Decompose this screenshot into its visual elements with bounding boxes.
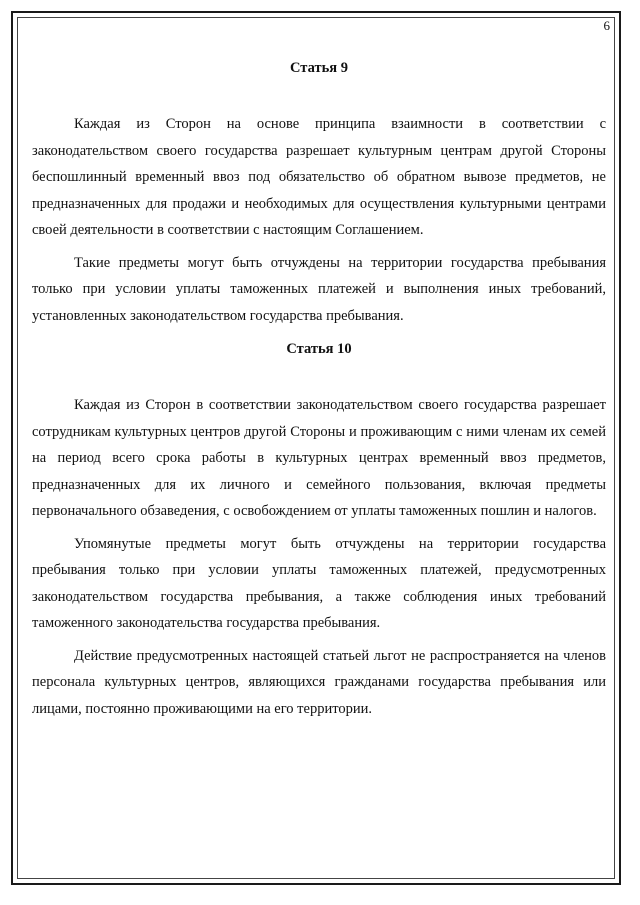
- article-10-title: Статья 10: [286, 341, 352, 357]
- article-9-paragraph-1: Каждая из Сторон на основе принципа взаимности в соответствии с законодательством своего государства разрешает культурным центрам другой Стороны беспошлинный временный ввоз под обязательство об обратном вывозе предметов, не предназначенных для продажи и необходимых для осуществления культурными центрами своей деятельности в соответствии с настоящим Соглашением.: [32, 116, 606, 238]
- article-10-paragraph-2: Упомянутые предметы могут быть отчуждены на территории государства пребывания только при условии уплаты таможенных платежей, предусмотренных законодательством государства пребывания, а также соблюдения иных требований таможенного законодательства государства пребывания.: [32, 535, 606, 631]
- article-9-paragraph-2: Такие предметы могут быть отчуждены на территории государства пребывания только при условии уплаты таможенных платежей и выполнения иных требований, установленных законодательством государства пребывания.: [32, 254, 606, 324]
- document-body: [32, 60, 606, 722]
- page-number: 6: [603, 18, 610, 33]
- article-10-paragraph-3: Действие предусмотренных настоящей статьей льгот не распространяется на членов персонала культурных центров, являющихся гражданами государства пребывания или лицами, постоянно проживающими на его территории.: [32, 647, 606, 717]
- article-10-paragraph-1: Каждая из Сторон в соответствии законодательством своего государства разрешает сотрудникам культурных центров другой Стороны и проживающим с ними членам их семей на период всего срока работы в культурных центрах временный ввоз предметов, предназначенных для их личного и семейного пользования, включая предметы первоначального обзаведения, с освобождением от уплаты таможенных пошлин и налогов.: [32, 397, 606, 519]
- article-9-title: Статья 9: [290, 60, 348, 76]
